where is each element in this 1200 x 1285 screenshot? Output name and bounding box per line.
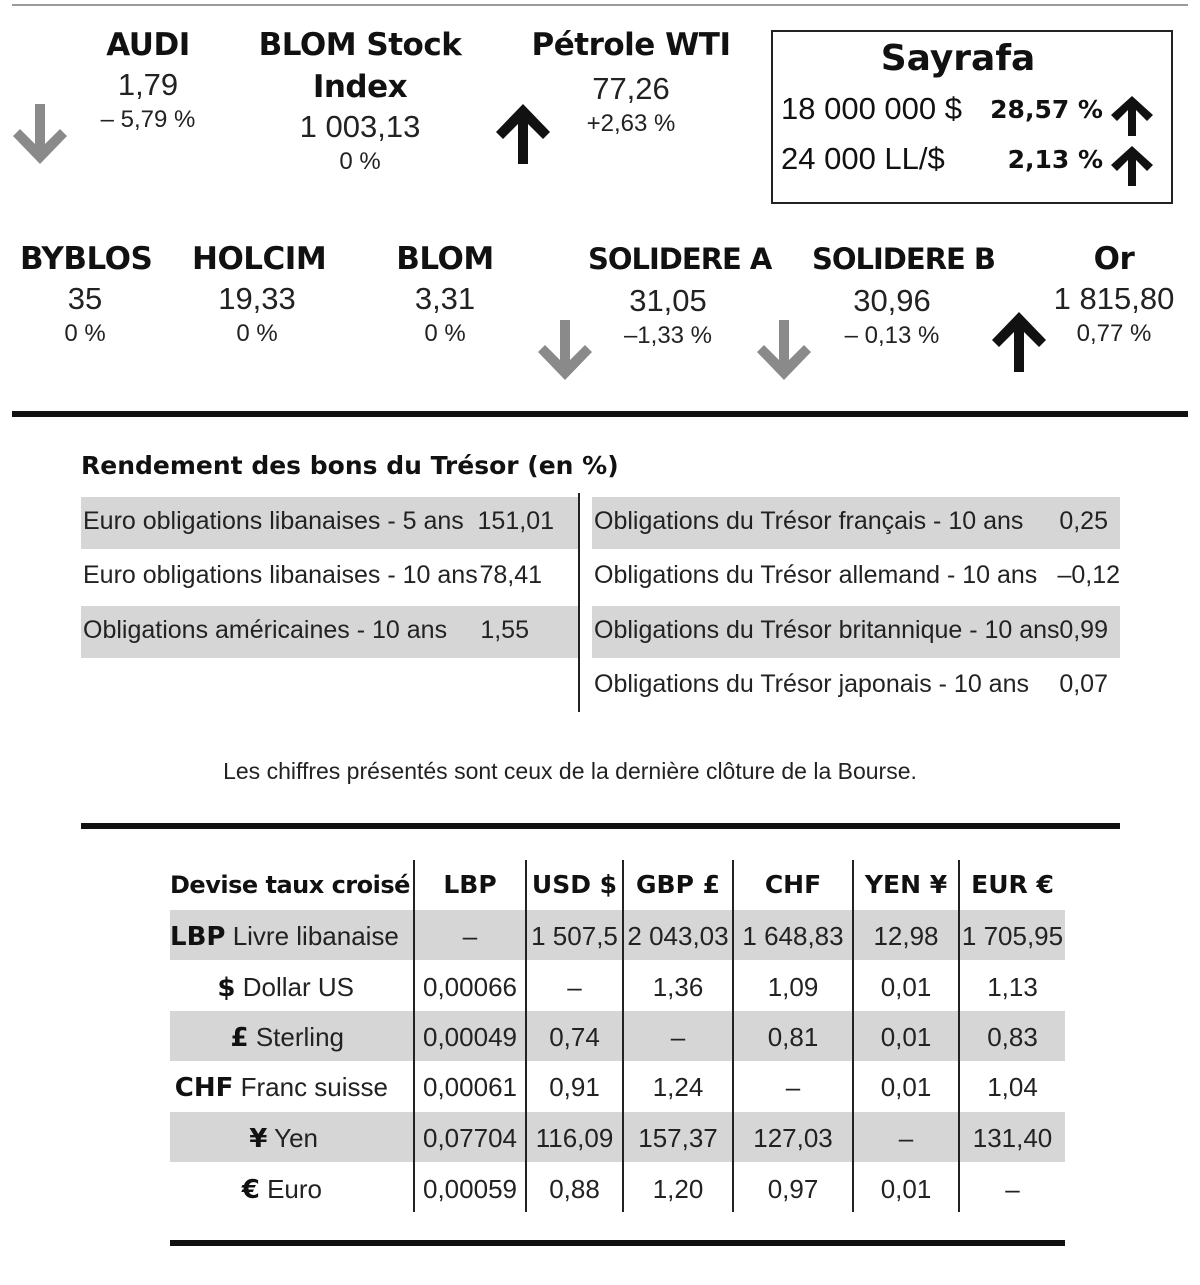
currency-cell: 127,03 [753, 1123, 833, 1153]
currency-cell: 2 043,03 [627, 921, 729, 951]
ticker-name: BLOM Stock [258, 27, 462, 63]
ticker-value: 1,79 [117, 67, 179, 102]
ticker-change: 0 % [339, 148, 381, 175]
currency-cell: 0,01 [880, 1174, 932, 1204]
bond-value: 0,25 [1059, 507, 1108, 535]
arrow-up-icon [1110, 146, 1154, 186]
section-divider [81, 823, 1120, 829]
currency-cell: 0,81 [767, 1022, 819, 1052]
ticker-audi [88, 24, 208, 136]
currency-name: Dollar US [242, 972, 354, 1002]
currency-row [170, 1061, 1065, 1111]
currency-cell: 1,13 [987, 972, 1038, 1002]
currency-cell: – [785, 1072, 801, 1102]
ticker-blom [380, 238, 510, 350]
ticker-value: 1 815,80 [1053, 281, 1175, 316]
arrow-down-icon [537, 320, 593, 382]
currency-name: Sterling [255, 1022, 344, 1052]
bond-label: Euro obligations libanaises - 5 ans [83, 507, 464, 535]
bond-row [81, 497, 578, 549]
ticker-value: 77,26 [592, 71, 670, 106]
bonds-column-divider [578, 493, 580, 712]
currency-cell: 1 705,95 [961, 921, 1064, 951]
ticker-solidere-a [588, 238, 772, 352]
currency-row [170, 961, 1065, 1011]
bottom-rule [170, 1240, 1065, 1246]
currency-row [170, 1112, 1065, 1162]
currency-cell: 1 648,83 [742, 921, 844, 951]
currency-cell: 12,98 [873, 921, 939, 951]
bonds-title: Rendement des bons du Trésor (en %) [81, 451, 619, 480]
currency-cell: 116,09 [535, 1123, 614, 1153]
currency-symbol: € [241, 1175, 260, 1205]
bond-row [592, 606, 1120, 658]
currency-header: YEN ¥ [864, 870, 948, 899]
currency-cell: 0,00049 [423, 1022, 517, 1052]
bond-label: Euro obligations libanaises - 10 ans [83, 561, 478, 589]
currency-cell: 0,01 [880, 1072, 932, 1102]
ticker-change: 0 % [236, 320, 278, 347]
ticker-change: 0 % [424, 320, 466, 347]
ticker-value: 30,96 [853, 283, 931, 318]
bond-label: Obligations du Trésor allemand - 10 ans [594, 561, 1038, 589]
sayrafa-amount: 24 000 LL/$ [781, 141, 945, 176]
arrow-up-icon [990, 310, 1048, 372]
bond-value: 78,41 [479, 561, 542, 589]
currency-cell: 0,91 [549, 1072, 600, 1102]
currency-cell: 0,83 [987, 1022, 1038, 1052]
ticker-name: BYBLOS [20, 241, 153, 277]
ticker-name: BLOM [396, 241, 494, 277]
arrow-down-icon [12, 104, 68, 166]
sayrafa-title: Sayrafa [880, 38, 1036, 79]
currency-row-label [170, 1061, 388, 1111]
currency-cell: 1,20 [652, 1174, 704, 1204]
ticker-change: – 5,79 % [100, 106, 196, 133]
bond-row [592, 497, 1120, 549]
ticker-name: AUDI [106, 27, 190, 63]
currency-cell: 0,01 [880, 972, 932, 1002]
bond-label: Obligations du Trésor français - 10 ans [594, 507, 1024, 535]
sayrafa-change: 2,13 % [1007, 145, 1103, 174]
ticker-change: 0,77 % [1076, 320, 1152, 347]
currency-cell: – [898, 1123, 914, 1153]
ticker-blom-index [250, 24, 470, 178]
currency-row [170, 910, 1065, 960]
ticker-value: 3,31 [414, 281, 476, 316]
currency-symbol: LBP [170, 922, 226, 952]
column-divider [413, 860, 415, 1212]
currency-header: GBP £ [636, 870, 720, 899]
currency-cell: 1,04 [987, 1072, 1038, 1102]
currency-header: USD $ [531, 870, 618, 899]
currency-cell: – [462, 921, 478, 951]
currency-cell: 0,74 [549, 1022, 600, 1052]
ticker-change: – 0,13 % [844, 322, 940, 349]
currency-cell: – [670, 1022, 686, 1052]
sayrafa-change: 28,57 % [990, 95, 1103, 124]
currency-cell: – [567, 972, 582, 1002]
bond-value: 0,99 [1059, 616, 1108, 644]
currency-row-label [170, 1112, 318, 1162]
currency-cell: 1,36 [652, 972, 704, 1002]
column-divider [622, 860, 624, 1212]
bond-label: Obligations du Trésor britannique - 10 ans [594, 616, 1060, 644]
bond-value: 151,01 [477, 507, 554, 535]
currency-name: Euro [267, 1174, 322, 1204]
ticker-value: 35 [67, 281, 103, 316]
ticker-value: 31,05 [629, 283, 707, 318]
section-divider [12, 411, 1188, 417]
bond-label: Obligations américaines - 10 ans [83, 616, 448, 644]
currency-symbol: $ [217, 973, 236, 1003]
ticker-value: 19,33 [218, 281, 296, 316]
ticker-petrole [531, 24, 731, 140]
column-divider [852, 860, 854, 1212]
currency-cell: 0,07704 [423, 1123, 517, 1153]
currency-name: Yen [274, 1123, 318, 1153]
bond-label: Obligations du Trésor japonais - 10 ans [594, 670, 1029, 698]
currency-cell: 131,40 [972, 1123, 1053, 1153]
ticker-byblos [20, 238, 153, 350]
arrow-down-icon [756, 320, 812, 382]
currency-cell: 0,00066 [423, 972, 517, 1002]
currency-row-label [170, 1163, 322, 1213]
currency-name: Franc suisse [240, 1072, 388, 1102]
bond-row [592, 660, 1120, 712]
sayrafa-row [781, 141, 1161, 185]
ticker-or [1048, 238, 1180, 350]
currency-name: Livre libanaise [232, 921, 399, 951]
sayrafa-row [781, 91, 1161, 135]
ticker-solidere-b [812, 238, 996, 352]
arrow-up-icon [1110, 96, 1154, 136]
currency-cell: 0,88 [549, 1174, 600, 1204]
bond-value: 0,07 [1059, 670, 1108, 698]
ticker-change: +2,63 % [586, 110, 676, 137]
currency-cell: 0,97 [767, 1174, 819, 1204]
ticker-name: Or [1093, 241, 1135, 277]
ticker-value: 1 003,13 [299, 109, 421, 144]
currency-cell: 1 507,5 [531, 921, 618, 951]
currency-cell: – [1005, 1174, 1020, 1204]
currency-cell: 0,01 [880, 1022, 932, 1052]
top-rule [12, 4, 1188, 6]
column-divider [732, 860, 734, 1212]
currency-header: Devise taux croisé [170, 871, 410, 899]
currency-header: LBP [443, 870, 497, 899]
column-divider [525, 860, 527, 1212]
bond-row [81, 606, 578, 658]
ticker-change: 0 % [64, 320, 106, 347]
currency-row-label [170, 910, 399, 960]
column-divider [958, 860, 960, 1212]
bond-value: –0,12 [1057, 561, 1120, 589]
currency-header: CHF [764, 870, 822, 899]
currency-row-label [170, 1011, 344, 1061]
sayrafa-amount: 18 000 000 $ [781, 91, 963, 126]
ticker-name: Pétrole WTI [531, 27, 731, 63]
footnote: Les chiffres présentés sont ceux de la dernière clôture de la Bourse. [223, 758, 917, 784]
ticker-name: Index [312, 69, 408, 105]
currency-header: EUR € [971, 870, 1054, 899]
currency-symbol: £ [230, 1023, 249, 1053]
currency-row [170, 1011, 1065, 1061]
bond-row [592, 551, 1120, 603]
bond-value: 1,55 [480, 616, 529, 644]
currency-cell: 0,00061 [423, 1072, 517, 1102]
currency-symbol: ¥ [249, 1124, 268, 1154]
currency-cell: 1,09 [767, 972, 819, 1002]
currency-cell: 157,37 [638, 1123, 718, 1153]
bond-row [81, 551, 578, 603]
currency-row [170, 1163, 1065, 1213]
ticker-name: SOLIDERE B [812, 242, 996, 276]
currency-row-label [170, 961, 354, 1011]
currency-cell: 1,24 [652, 1072, 704, 1102]
ticker-name: HOLCIM [192, 241, 327, 277]
ticker-name: SOLIDERE A [588, 242, 772, 276]
currency-symbol: CHF [174, 1073, 234, 1103]
ticker-change: –1,33 % [623, 322, 713, 349]
ticker-holcim [192, 238, 327, 350]
currency-cell: 0,00059 [423, 1174, 517, 1204]
